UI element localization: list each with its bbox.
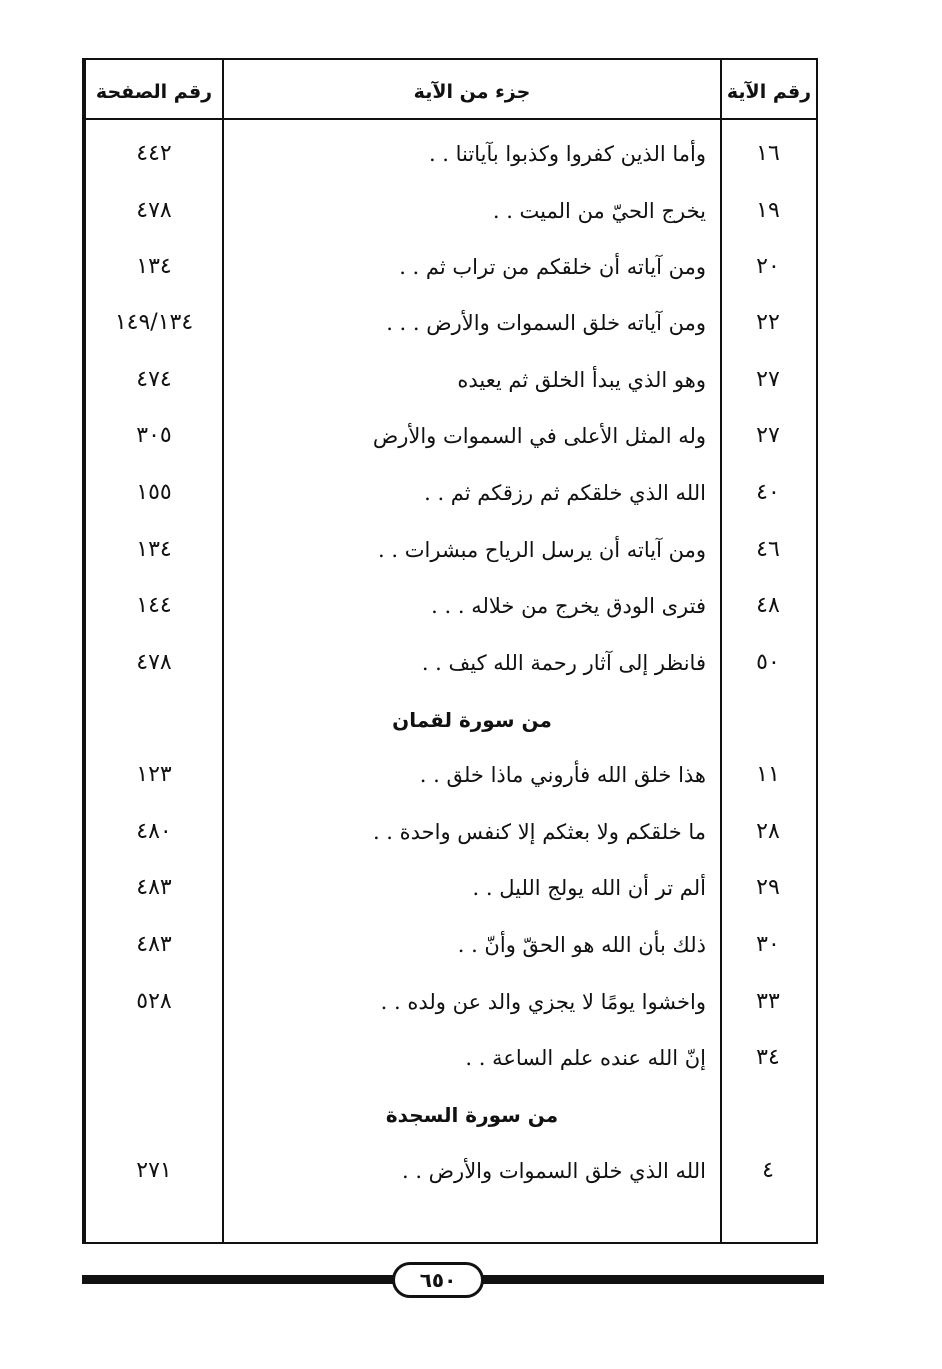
page-number: ١٢٣ <box>136 762 172 787</box>
verse-number: ٢٧ <box>756 423 780 448</box>
verse-text: وهو الذي يبدأ الخلق ثم يعيده <box>457 368 706 392</box>
table-row <box>86 416 816 456</box>
table-row <box>86 530 816 570</box>
table-row <box>86 303 816 343</box>
verse-text: يخرج الحيّ من الميت . . <box>492 199 706 223</box>
verse-number: ٤ <box>762 1158 774 1183</box>
footer-rule-right <box>480 1275 824 1284</box>
page-number: ١٣٤ <box>136 537 172 562</box>
table-row <box>86 1151 816 1191</box>
table-row <box>86 473 816 513</box>
table-row <box>86 982 816 1022</box>
verse-number: ٢٢ <box>756 310 780 335</box>
verse-number: ٢٧ <box>756 367 780 392</box>
surah-heading-sajdah: من سورة السجدة <box>385 1103 559 1127</box>
verse-number: ٤٠ <box>756 480 780 505</box>
verse-number: ٢٩ <box>756 875 780 900</box>
verse-text: وله المثل الأعلى في السموات والأرض <box>372 424 706 448</box>
table-row <box>86 1038 816 1078</box>
surah-heading-luqman: من سورة لقمان <box>392 708 552 732</box>
page-number: ٤٤٢ <box>136 141 172 166</box>
verse-text: ألم تر أن الله يولج الليل . . <box>472 876 706 900</box>
verse-text: ومن آياته خلق السموات والأرض . . . <box>386 311 706 335</box>
verse-text: وأما الذين كفروا وكذبوا بآياتنا . . <box>428 142 706 166</box>
footer-rule-left <box>82 1275 398 1284</box>
page-number: ٤٨٣ <box>136 932 172 957</box>
table-row <box>86 191 816 231</box>
table-row <box>86 247 816 287</box>
verse-number: ١٦ <box>756 141 780 166</box>
page-number: ١٤٤ <box>136 593 172 618</box>
table-row <box>86 586 816 626</box>
page-number-badge: ٦٥٠ <box>392 1262 484 1298</box>
table-row <box>86 134 816 174</box>
verse-text: إنّ الله عنده علم الساعة . . <box>465 1046 706 1070</box>
page-number: ٤٧٨ <box>136 650 172 675</box>
verse-number: ٢٨ <box>756 819 780 844</box>
verse-number: ٣٣ <box>756 989 780 1014</box>
header-verse-number: رقم الآية <box>726 81 812 103</box>
verse-text: ومن آياته أن خلقكم من تراب ثم . . <box>399 255 706 279</box>
verse-text: الله الذي خلقكم ثم رزقكم ثم . . <box>424 481 706 505</box>
table-row <box>86 868 816 908</box>
page-number: ١٥٥ <box>136 480 172 505</box>
page-number: ٤٧٨ <box>136 198 172 223</box>
page-number: ٥٢٨ <box>136 989 172 1014</box>
verse-number: ٣٤ <box>756 1045 780 1070</box>
verse-text: فانظر إلى آثار رحمة الله كيف . . <box>421 651 706 675</box>
verse-number: ١٩ <box>756 198 780 223</box>
page-number: ٤٧٤ <box>136 367 172 392</box>
verse-number: ٤٨ <box>756 593 780 618</box>
page-number: ٤٨٠ <box>136 819 172 844</box>
verse-text: ومن آياته أن يرسل الرياح مبشرات . . <box>378 538 706 562</box>
header-page-number: رقم الصفحة <box>95 81 213 103</box>
verse-number: ١١ <box>756 762 780 787</box>
page-number: ٤٨٣ <box>136 875 172 900</box>
header-divider <box>84 118 816 120</box>
verse-number: ٥٠ <box>756 650 780 675</box>
table-row <box>86 755 816 795</box>
table-row <box>86 812 816 852</box>
verse-number: ٣٠ <box>756 932 780 957</box>
page-number: ١٤٩/١٣٤ <box>114 310 194 335</box>
verse-text: هذا خلق الله فأروني ماذا خلق . . <box>419 763 706 787</box>
page-number: ٢٧١ <box>136 1158 172 1183</box>
verse-text: ذلك بأن الله هو الحقّ وأنّ . . <box>457 933 706 957</box>
verse-text: واخشوا يومًا لا يجزي والد عن ولده . . <box>380 990 706 1014</box>
verse-number: ٢٠ <box>756 254 780 279</box>
header-part-of-verse: جزء من الآية <box>413 81 531 103</box>
table-row <box>86 643 816 683</box>
verse-text: الله الذي خلق السموات والأرض . . <box>401 1159 706 1183</box>
table-row <box>86 360 816 400</box>
verse-number: ٤٦ <box>756 537 780 562</box>
page-number: ١٣٤ <box>136 254 172 279</box>
page-number: ٣٠٥ <box>136 423 172 448</box>
table-row <box>86 925 816 965</box>
verse-text: فترى الودق يخرج من خلاله . . . <box>431 594 706 618</box>
verse-text: ما خلقكم ولا بعثكم إلا كنفس واحدة . . <box>372 820 706 844</box>
